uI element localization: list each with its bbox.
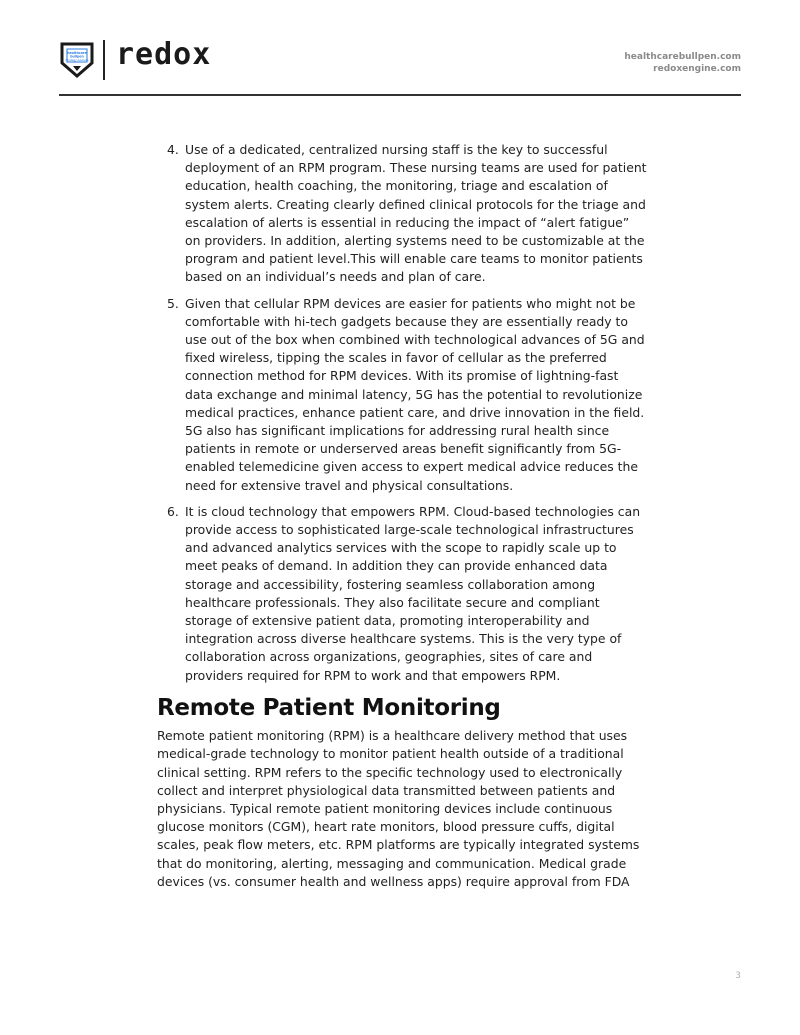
page-number: 3 bbox=[735, 971, 741, 981]
redoxengine-link[interactable]: redoxengine.com bbox=[653, 64, 741, 74]
page-content bbox=[157, 141, 647, 891]
list-number: 4. bbox=[167, 142, 179, 157]
redox-logo: redox bbox=[116, 37, 212, 72]
list-item bbox=[157, 503, 647, 685]
logo-divider bbox=[103, 40, 105, 80]
healthcarebullpen-link[interactable]: healthcarebullpen.com bbox=[624, 52, 741, 62]
svg-text:Strategy Advisors: Strategy Advisors bbox=[65, 59, 89, 62]
section-heading: Remote Patient Monitoring bbox=[157, 694, 501, 721]
healthcare-bullpen-logo bbox=[59, 41, 95, 79]
list-item-text: Given that cellular RPM devices are easier for patients who might not be comfortable with hi-tech gadgets because they are essentially ready to use out of the box when combined with technological advances of 5G and fixed wireless, tipping the scales in favor of cellular as the preferred connection method for RPM devices. With its promise of lightning-fast data exchange and minimal latency, 5G has the potential to revolutionize medical practices, enhance patient care, and drive innovation in the field. 5G also has significant implications for addressing rural health since patients in remote or underserved areas benefit significantly from 5G-enabled telemedicine given access to expert medical advice reduces the need for extensive travel and physical consultations. bbox=[185, 295, 645, 493]
svg-text:healthcare: healthcare bbox=[67, 51, 87, 55]
list-item bbox=[157, 295, 647, 495]
list-item-text: Use of a dedicated, centralized nursing staff is the key to successful deployment of an RPM program. These nursing teams are used for patient education, health coaching, the monitoring, triage and escalation of system alerts. Creating clearly defined clinical protocols for the triage and escalation of alerts is essential in reducing the impact of “alert fatigue” on providers. In addition, alerting systems need to be customizable at the program and patient level.This will enable care teams to monitor patients based on an individual’s needs and plan of care. bbox=[185, 142, 647, 285]
list-item-text: It is cloud technology that empowers RPM. Cloud-based technologies can provide access to sophisticated large-scale technological infrastructures and advanced analytics services with the scope to rapidly scale up to meet peaks of demand. In addition they can provide enhanced data storage and accessibility, fostering seamless collaboration among healthcare professionals. They also facilitate secure and compliant storage of extensive patient data, promoting interoperability and integration across diverse healthcare systems. This is the very type of collaboration across organizations, geographies, sites of care and providers required for RPM to work and that empowers RPM. bbox=[185, 503, 641, 683]
section-paragraph: Remote patient monitoring (RPM) is a healthcare delivery method that uses medical-grade technology to monitor patient health outside of a traditional clinical setting. RPM refers to the specific technology used to electronically collect and interpret physiological data transmitted between patients and physicians. Typical remote patient monitoring devices include continuous glucose monitors (CGM), heart rate monitors, blood pressure cuffs, digital scales, peak flow meters, etc. RPM platforms are typically integrated systems that do monitoring, alerting, messaging and communication. Medical grade devices (vs. consumer health and wellness apps) require approval from FDA bbox=[157, 728, 640, 889]
svg-text:bullpen: bullpen bbox=[70, 54, 84, 59]
numbered-list bbox=[157, 141, 647, 685]
list-number: 5. bbox=[167, 295, 179, 311]
list-item bbox=[157, 141, 647, 287]
page-header bbox=[59, 38, 741, 96]
list-number: 6. bbox=[167, 503, 179, 519]
header-links bbox=[624, 51, 741, 75]
